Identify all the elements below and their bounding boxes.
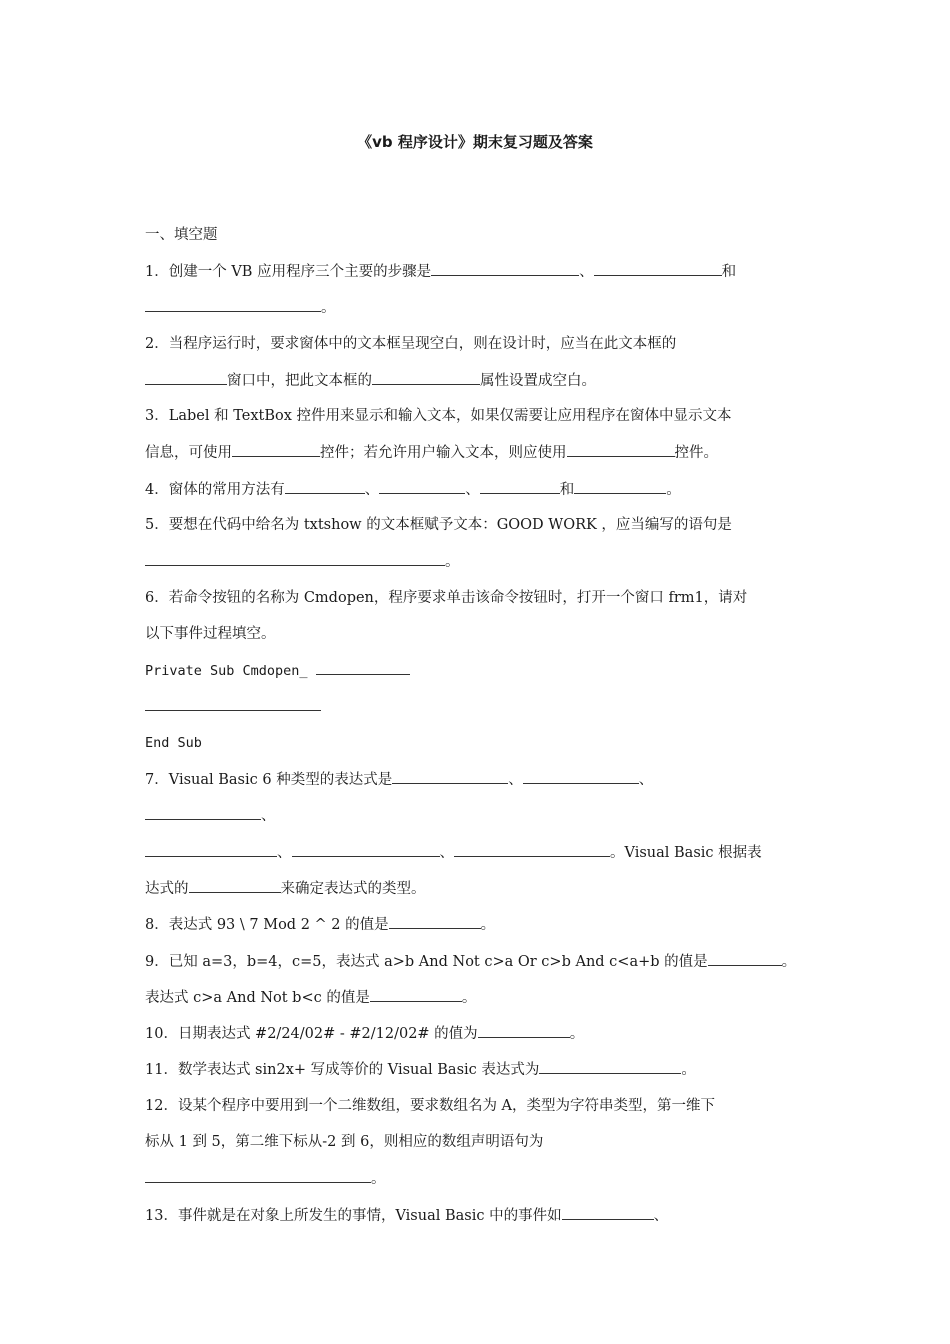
- answer-blank: [372, 370, 480, 385]
- answer-blank: [145, 1168, 371, 1183]
- answer-blank: [539, 1059, 681, 1074]
- question-3-line-1: 3．Label 和 TextBox 控件用来显示和输入文本，如果仅需要让应用程序在窗体中显示文本: [145, 408, 732, 424]
- answer-blank: [594, 261, 722, 276]
- answer-blank: [523, 769, 639, 784]
- answer-blank: [574, 479, 666, 494]
- question-12-line-3: 。: [145, 1168, 825, 1189]
- question-5-line-1: 5．要想在代码中给名为 txtshow 的文本框赋予文本：GOOD WORK ，应当编写的语句是: [145, 517, 732, 533]
- answer-blank: [708, 951, 782, 966]
- question-13: 13．事件就是在对象上所发生的事情，Visual Basic 中的事件如 、: [145, 1205, 825, 1226]
- question-7-line-4: 达式的 来确定表达式的类型。: [145, 878, 825, 899]
- question-7-line-2: 、: [145, 805, 825, 826]
- question-12-line-2: 标从 1 到 5，第二维下标从-2 到 6，则相应的数组声明语句为: [145, 1134, 544, 1150]
- question-7-line-1: 7．Visual Basic 6 种类型的表达式是 、 、: [145, 769, 825, 790]
- code-private-sub: Private Sub Cmdopen_: [145, 660, 825, 681]
- question-7-line-3: 、 、 。Visual Basic 根据表: [145, 842, 825, 863]
- question-9-line-1: 9．已知 a=3，b=4，c=5，表达式 a>b And Not c>a Or c>b And c<a+b 的值是 。: [145, 951, 825, 972]
- answer-blank: [145, 805, 261, 820]
- answer-blank: [145, 696, 321, 711]
- document-title: 《vb 程序设计》期末复习题及答案: [357, 133, 593, 151]
- question-8: 8．表达式 93 \ 7 Mod 2 ^ 2 的值是 。: [145, 914, 825, 935]
- answer-blank: [370, 987, 462, 1002]
- answer-blank: [189, 878, 281, 893]
- question-9-line-2: 表达式 c>a And Not b<c 的值是 。: [145, 987, 825, 1008]
- answer-blank: [145, 297, 321, 312]
- answer-blank: [389, 914, 481, 929]
- question-6-line-1: 6．若命令按钮的名称为 Cmdopen，程序要求单击该命令按钮时，打开一个窗口 frm1，请对: [145, 590, 748, 606]
- question-1-line-2: 。: [145, 297, 825, 318]
- answer-blank: [145, 842, 277, 857]
- question-3-line-2: 信息，可使用 控件；若允许用户输入文本，则应使用 控件。: [145, 442, 825, 463]
- question-5-line-2: 。: [145, 551, 825, 572]
- answer-blank: [292, 842, 440, 857]
- answer-blank: [379, 479, 465, 494]
- answer-blank: [145, 370, 227, 385]
- question-2-line-2: 窗口中，把此文本框的 属性设置成空白。: [145, 370, 825, 391]
- question-12-line-1: 12．设某个程序中要用到一个二维数组，要求数组名为 A，类型为字符串类型，第一维下: [145, 1098, 716, 1114]
- question-4: 4．窗体的常用方法有 、 、 和 。: [145, 479, 825, 500]
- question-2-line-1: 2．当程序运行时，要求窗体中的文本框呈现空白，则在设计时，应当在此文本框的: [145, 336, 677, 352]
- answer-blank: [478, 1023, 570, 1038]
- answer-blank: [232, 442, 320, 457]
- answer-blank: [285, 479, 365, 494]
- question-1-line-1: 1．创建一个 VB 应用程序三个主要的步骤是 、 和: [145, 261, 825, 282]
- question-10: 10．日期表达式 #2/24/02# - #2/12/02# 的值为 。: [145, 1023, 825, 1044]
- question-6-line-2: 以下事件过程填空。: [145, 626, 276, 642]
- answer-blank: [392, 769, 508, 784]
- answer-blank: [480, 479, 560, 494]
- code-end-sub: End Sub: [145, 735, 202, 751]
- answer-blank: [562, 1205, 654, 1220]
- answer-blank: [567, 442, 675, 457]
- answer-blank: [316, 660, 410, 675]
- code-blank-line: [145, 696, 825, 717]
- answer-blank: [431, 261, 579, 276]
- answer-blank: [454, 842, 610, 857]
- section-heading: 一、填空题: [145, 227, 218, 243]
- question-11: 11．数学表达式 sin2x+ 写成等价的 Visual Basic 表达式为 。: [145, 1059, 825, 1080]
- answer-blank: [145, 551, 445, 566]
